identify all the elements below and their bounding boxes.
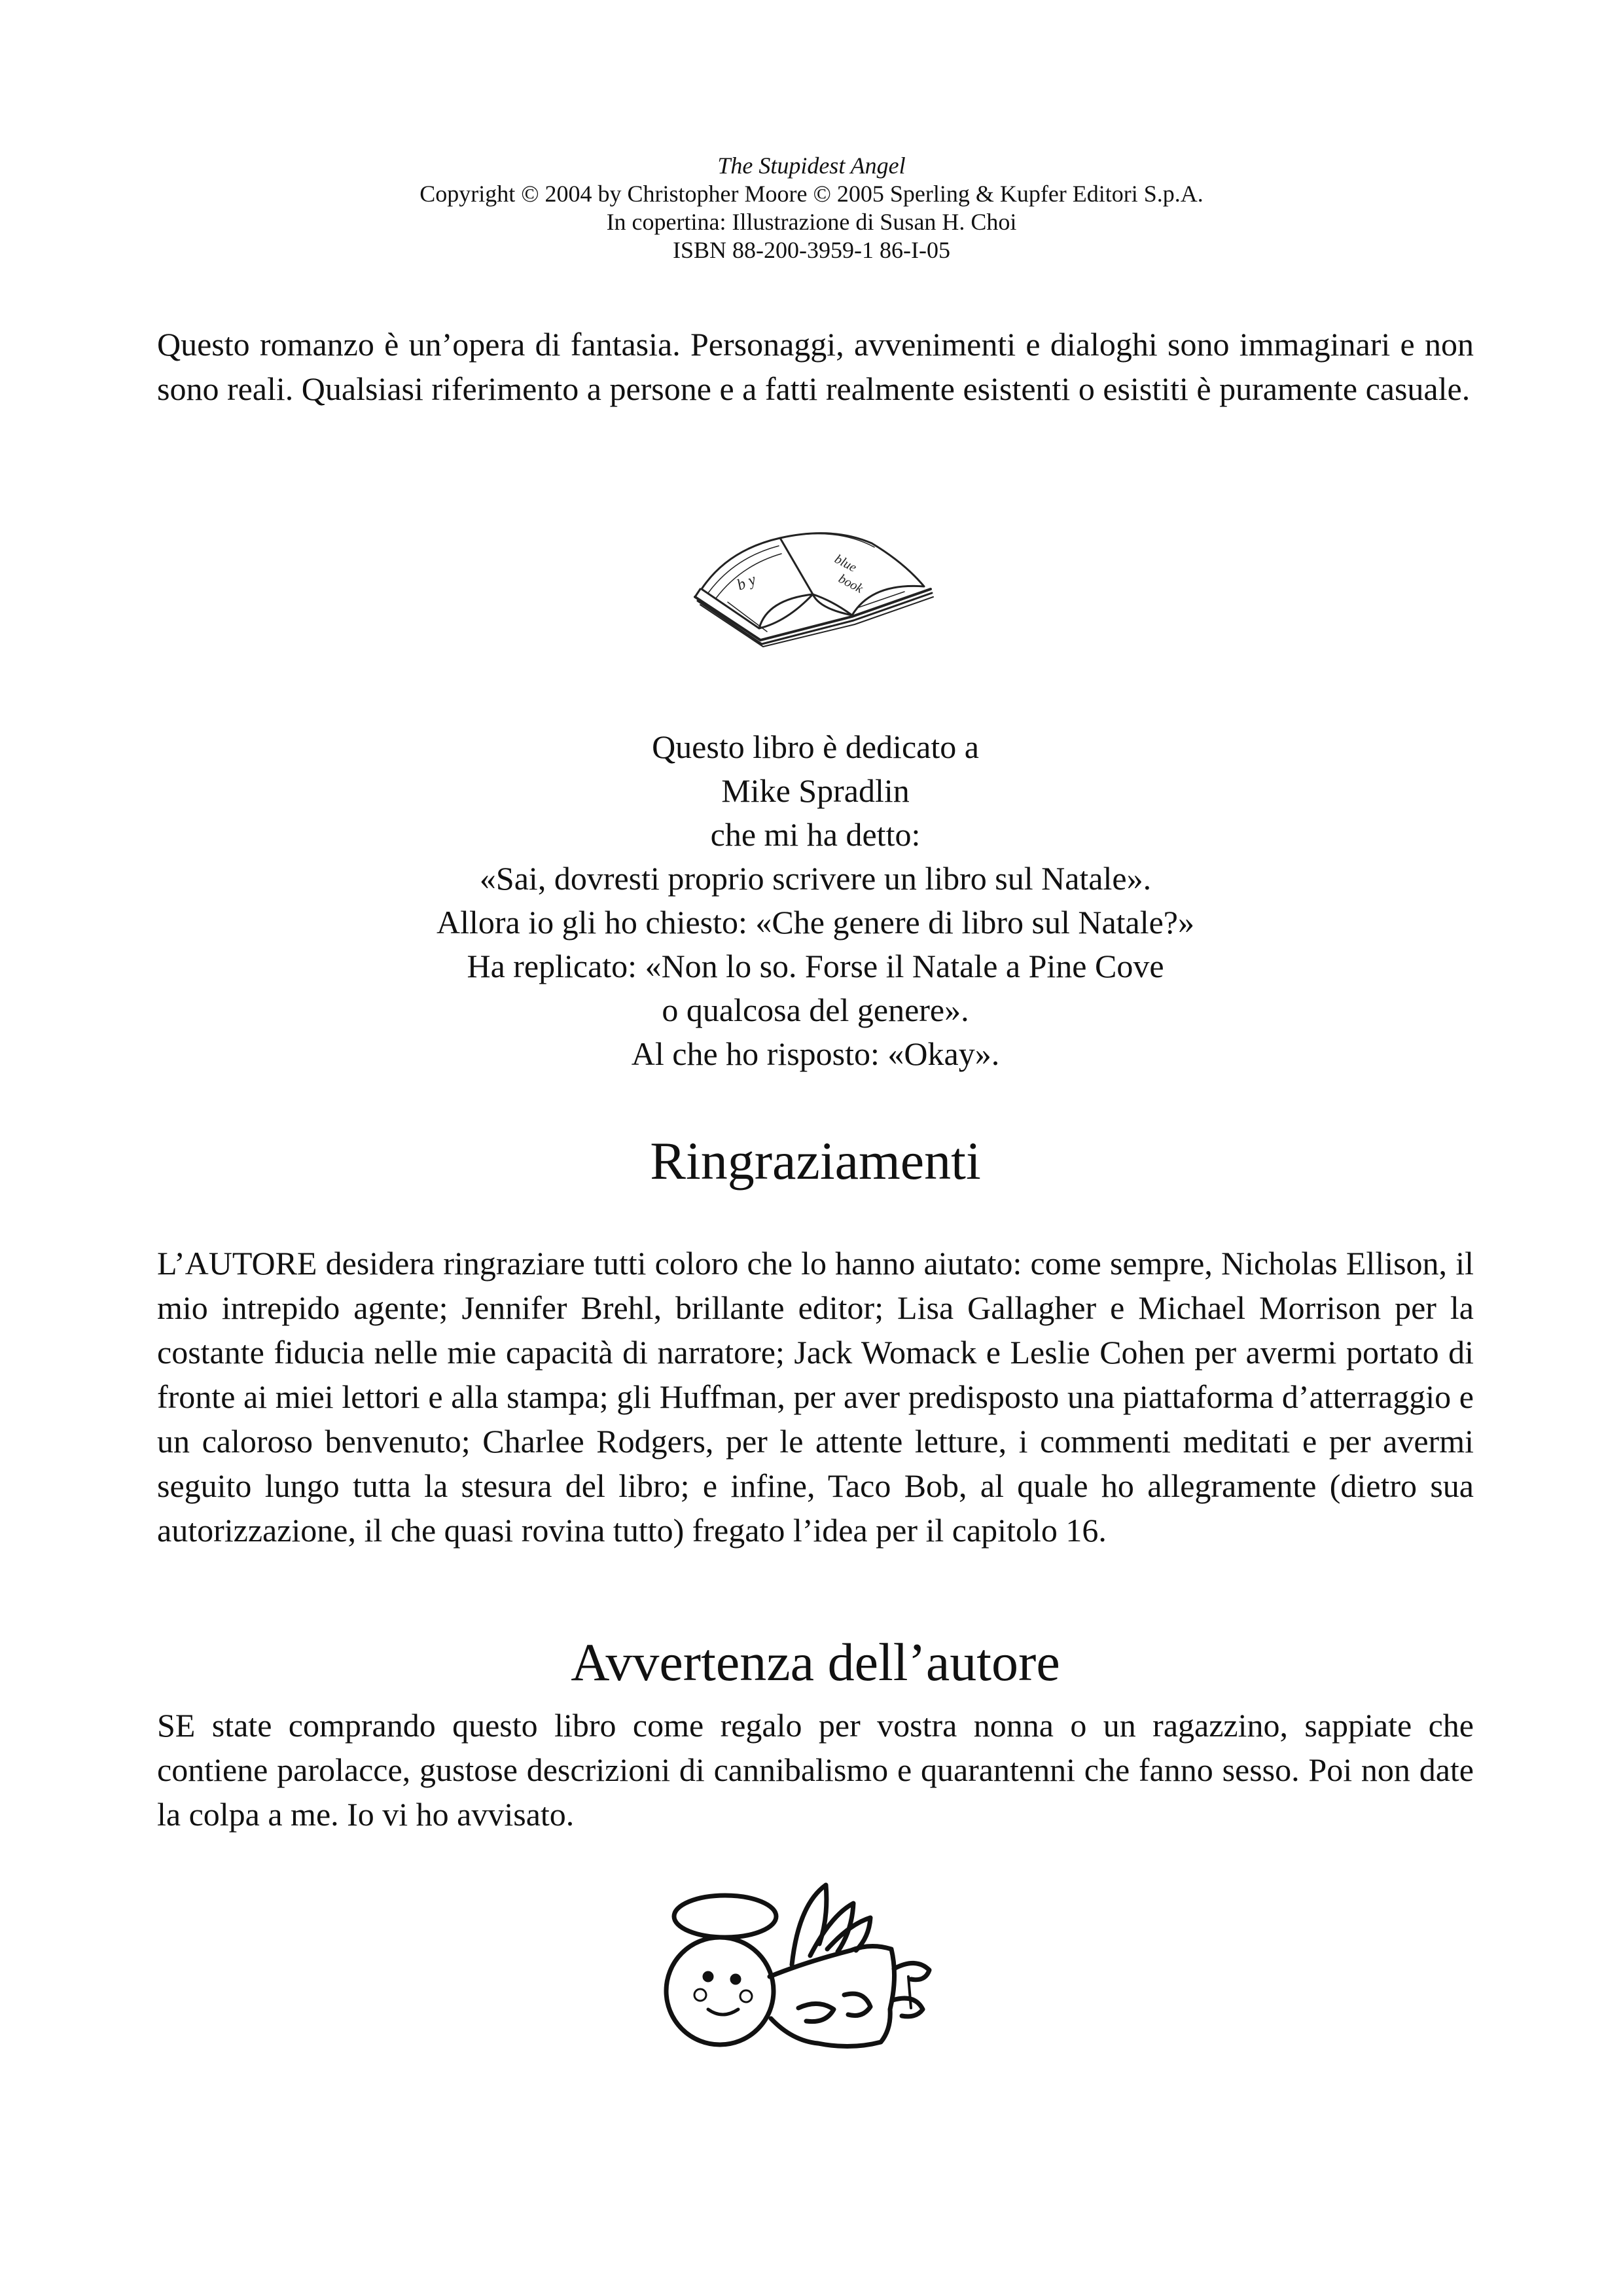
dedication-line: Mike Spradlin bbox=[721, 772, 910, 809]
fiction-disclaimer: Questo romanzo è un’opera di fantasia. Personaggi, avvenimenti e dialoghi sono immaginari e non sono reali. Qualsiasi riferimento a persone e a fatti realmente esistenti o esistiti è puramente casuale. bbox=[157, 326, 1474, 407]
acknowledgments-heading: Ringraziamenti bbox=[650, 1131, 981, 1191]
dedication-line: Al che ho risposto: «Okay». bbox=[631, 1035, 1000, 1072]
copyright-block bbox=[157, 152, 1466, 264]
author-warning-heading: Avvertenza dell’autore bbox=[571, 1632, 1060, 1692]
dedication-line: Allora io gli ho chiesto: «Che genere di libro sul Natale?» bbox=[436, 904, 1195, 941]
book-original-title: The Stupidest Angel bbox=[717, 152, 906, 179]
book-logo-right-text-1: blue bbox=[832, 551, 859, 575]
dedication-line: che mi ha detto: bbox=[710, 816, 921, 853]
acknowledgments-text: L’AUTORE desidera ringraziare tutti coloro che lo hanno aiutato: come sempre, Nicholas Ellison, il mio intrepido agente; Jennifer Brehl, brillante editor; Lisa Gallagher e Michael Morrison per la costante fiducia nelle mie capacità di narratore; Jack Womack e Leslie Cohen per avermi portato di fronte ai miei lettori e alla stampa; gli Huffman, per aver predisposto una piattaforma d’atterraggio e un caloroso benvenuto; Charlee Rodgers, per le attente letture, i commenti meditati e per avermi seguito lungo tutta la stesura del libro; e infine, Taco Bob, al quale ho allegramente (dietro sua autorizzazione, il che quasi rovina tutto) fregato l’idea per il capitolo 16. bbox=[157, 1245, 1474, 1549]
dedication-line: o qualcosa del genere». bbox=[662, 992, 969, 1028]
author-warning-text: SE state comprando questo libro come regalo per vostra nonna o un ragazzino, sappiate che contiene parolacce, gustose descrizioni di cannibalismo e quarantenni che fanno sesso. Poi non date la colpa a me. Io vi ho avvisato. bbox=[157, 1707, 1474, 1833]
dedication-block bbox=[157, 725, 1474, 1076]
dedication-line: Ha replicato: «Non lo so. Forse il Natale a Pine Cove bbox=[467, 948, 1164, 984]
book-logo-left-text: b y bbox=[734, 571, 758, 594]
cover-credit-line: In copertina: Illustrazione di Susan H. Choi bbox=[606, 209, 1017, 235]
dedication-line: «Sai, dovresti proprio scrivere un libro sul Natale». bbox=[479, 860, 1152, 897]
isbn-line: ISBN 88-200-3959-1 86-I-05 bbox=[673, 237, 950, 263]
angel-drawing-icon bbox=[654, 1878, 962, 2068]
book-logo-right-text-2: book bbox=[836, 571, 866, 596]
dedication-line: Questo libro è dedicato a bbox=[652, 728, 979, 765]
copyright-line: Copyright © 2004 by Christopher Moore © 2005 Sperling & Kupfer Editori S.p.A. bbox=[419, 181, 1204, 207]
open-book-icon bbox=[688, 524, 937, 648]
